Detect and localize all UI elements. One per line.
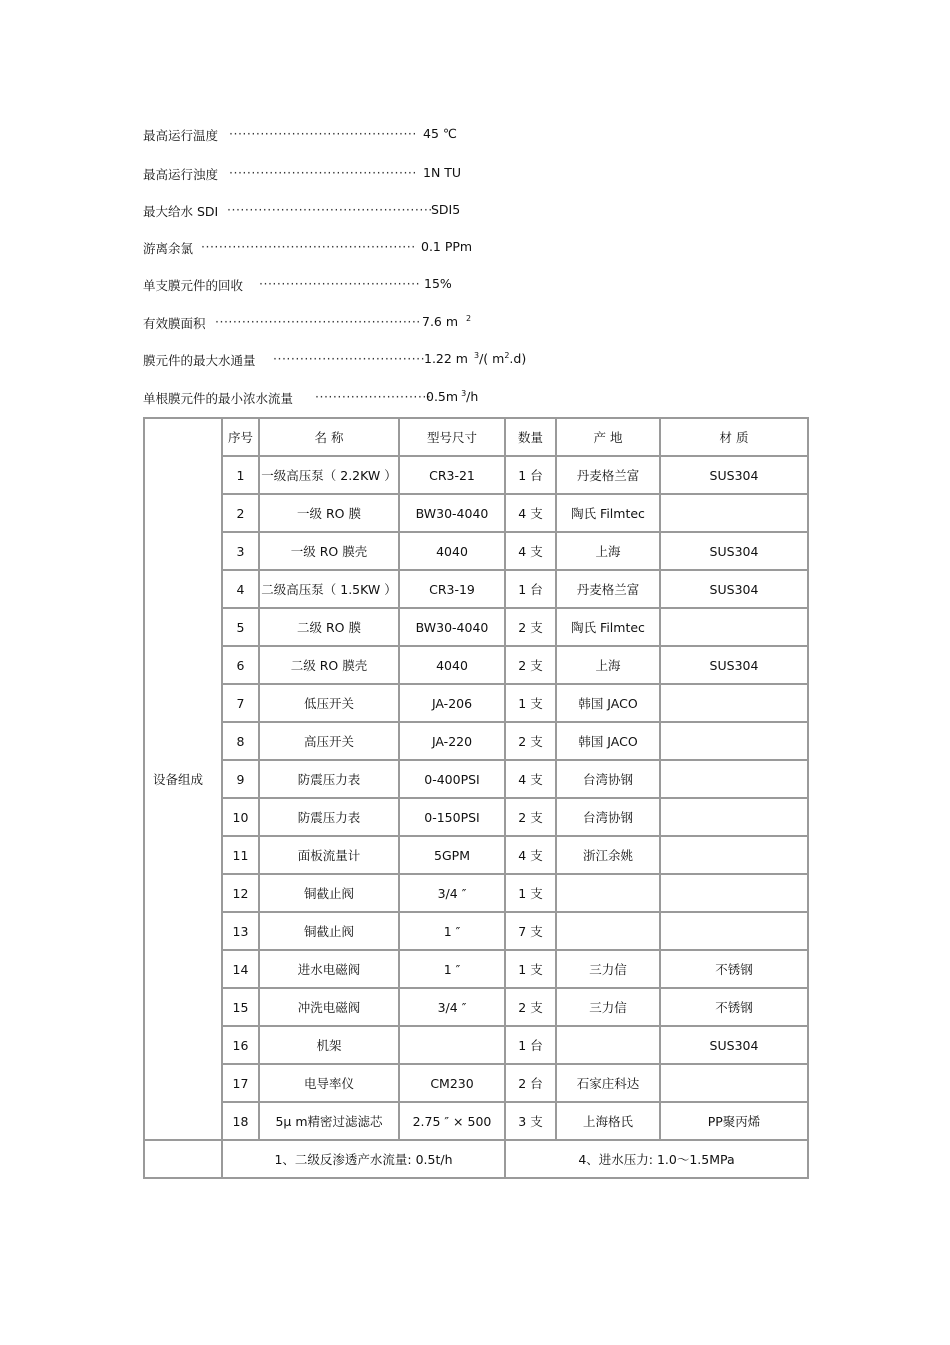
model-size: 5GPM <box>399 836 505 874</box>
table-row <box>144 950 808 988</box>
quantity: 2 支 <box>505 608 556 646</box>
item-name: 铜截止阀 <box>259 874 399 912</box>
row-number: 3 <box>222 532 259 570</box>
row-number: 11 <box>222 836 259 874</box>
table-row <box>144 1102 808 1140</box>
spec-label: 单支膜元件的回收 <box>143 278 244 293</box>
row-number: 15 <box>222 988 259 1026</box>
origin: 韩国 JACO <box>556 684 660 722</box>
origin <box>556 912 660 950</box>
model-size: JA-220 <box>399 722 505 760</box>
material <box>660 684 808 722</box>
model-size: BW30-4040 <box>399 608 505 646</box>
origin: 韩国 JACO <box>556 722 660 760</box>
origin: 台湾协钢 <box>556 760 660 798</box>
column-header: 数量 <box>505 418 556 456</box>
spec-label: 膜元件的最大水通量 <box>143 353 256 368</box>
model-size: 3/4 ″ <box>399 874 505 912</box>
material: SUS304 <box>660 1026 808 1064</box>
table-row <box>144 988 808 1026</box>
table-row <box>144 608 808 646</box>
row-number: 8 <box>222 722 259 760</box>
quantity: 4 支 <box>505 532 556 570</box>
spec-value: 7.6 m $^2$ <box>422 314 472 330</box>
spec-label: 最高运行浊度 <box>143 167 219 182</box>
model-size: 3/4 ″ <box>399 988 505 1026</box>
quantity: 2 支 <box>505 646 556 684</box>
material: PP聚丙烯 <box>660 1102 808 1140</box>
item-name: 防震压力表 <box>259 798 399 836</box>
spec-label: 最高运行温度 <box>143 128 219 143</box>
table-row <box>144 722 808 760</box>
item-name: 电导率仪 <box>259 1064 399 1102</box>
row-number: 13 <box>222 912 259 950</box>
item-name: 二级 RO 膜壳 <box>259 646 399 684</box>
table-row <box>144 912 808 950</box>
material: 不锈钢 <box>660 950 808 988</box>
origin: 上海 <box>556 646 660 684</box>
model-size: 1 ″ <box>399 912 505 950</box>
origin: 陶氏 Filmtec <box>556 494 660 532</box>
material <box>660 836 808 874</box>
table-row <box>144 760 808 798</box>
model-size: CR3-21 <box>399 456 505 494</box>
row-number: 7 <box>222 684 259 722</box>
origin: 丹麦格兰富 <box>556 570 660 608</box>
origin: 台湾协钢 <box>556 798 660 836</box>
item-name: 进水电磁阀 <box>259 950 399 988</box>
item-name: 5μ m精密过滤滤芯 <box>259 1102 399 1140</box>
row-number: 4 <box>222 570 259 608</box>
item-name: 面板流量计 <box>259 836 399 874</box>
quantity: 1 台 <box>505 570 556 608</box>
column-header: 名 称 <box>259 418 399 456</box>
model-size: 4040 <box>399 532 505 570</box>
quantity: 1 支 <box>505 684 556 722</box>
row-number: 9 <box>222 760 259 798</box>
row-number: 17 <box>222 1064 259 1102</box>
quantity: 4 支 <box>505 836 556 874</box>
table-row <box>144 570 808 608</box>
footer-left-note: 1、二级反渗透产水流量: 0.5t/h <box>222 1140 505 1178</box>
item-name: 高压开关 <box>259 722 399 760</box>
quantity: 3 支 <box>505 1102 556 1140</box>
origin <box>556 1026 660 1064</box>
item-name: 铜截止阀 <box>259 912 399 950</box>
item-name: 机架 <box>259 1026 399 1064</box>
quantity: 4 支 <box>505 494 556 532</box>
origin: 上海格氏 <box>556 1102 660 1140</box>
footer-right-note: 4、进水压力: 1.0～1.5MPa <box>505 1140 808 1178</box>
quantity: 1 支 <box>505 950 556 988</box>
material: SUS304 <box>660 532 808 570</box>
spec-value: 1.22 m $^3$/( $m^2.d$) <box>424 351 527 367</box>
group-label: 设备组成 <box>144 418 222 1140</box>
model-size: CM230 <box>399 1064 505 1102</box>
material: SUS304 <box>660 570 808 608</box>
material <box>660 722 808 760</box>
item-name: 一级高压泵（ 2.2KW ） <box>259 456 399 494</box>
table-row <box>144 1064 808 1102</box>
material <box>660 494 808 532</box>
table-row <box>144 1026 808 1064</box>
quantity: 7 支 <box>505 912 556 950</box>
origin: 上海 <box>556 532 660 570</box>
table-row <box>144 684 808 722</box>
item-name: 一级 RO 膜 <box>259 494 399 532</box>
quantity: 2 支 <box>505 988 556 1026</box>
spec-label: 最大给水 SDI <box>143 204 219 219</box>
column-header: 材 质 <box>660 418 808 456</box>
table-header-row <box>144 418 808 456</box>
model-size: BW30-4040 <box>399 494 505 532</box>
row-number: 12 <box>222 874 259 912</box>
model-size <box>399 1026 505 1064</box>
spec-label: 有效膜面积 <box>143 316 206 331</box>
model-size: 1 ″ <box>399 950 505 988</box>
spec-value: 0.1 PPm <box>421 239 473 254</box>
material <box>660 608 808 646</box>
material: SUS304 <box>660 456 808 494</box>
item-name: 二级 RO 膜 <box>259 608 399 646</box>
material <box>660 874 808 912</box>
quantity: 4 支 <box>505 760 556 798</box>
row-number: 14 <box>222 950 259 988</box>
row-number: 16 <box>222 1026 259 1064</box>
model-size: 2.75 ″ × 500 <box>399 1102 505 1140</box>
row-number: 10 <box>222 798 259 836</box>
table-row <box>144 874 808 912</box>
table-row <box>144 456 808 494</box>
quantity: 1 台 <box>505 1026 556 1064</box>
equipment-table <box>143 417 809 1179</box>
spec-value: SDI5 <box>431 202 461 217</box>
model-size: 4040 <box>399 646 505 684</box>
item-name: 冲洗电磁阀 <box>259 988 399 1026</box>
material <box>660 760 808 798</box>
material <box>660 798 808 836</box>
column-header: 型号尺寸 <box>399 418 505 456</box>
origin: 浙江余姚 <box>556 836 660 874</box>
model-size: 0-400PSI <box>399 760 505 798</box>
table-row <box>144 798 808 836</box>
origin: 三力信 <box>556 988 660 1026</box>
table-row <box>144 494 808 532</box>
item-name: 一级 RO 膜壳 <box>259 532 399 570</box>
row-number: 18 <box>222 1102 259 1140</box>
row-number: 5 <box>222 608 259 646</box>
spec-value: 15% <box>424 276 452 291</box>
row-number: 1 <box>222 456 259 494</box>
item-name: 二级高压泵（ 1.5KW ） <box>259 570 399 608</box>
spec-label: 单根膜元件的最小浓水流量 <box>143 391 294 406</box>
origin: 石家庄科达 <box>556 1064 660 1102</box>
origin <box>556 874 660 912</box>
origin: 丹麦格兰富 <box>556 456 660 494</box>
quantity: 2 支 <box>505 798 556 836</box>
spec-value: 0.5m $^3$/h <box>426 389 479 405</box>
row-number: 2 <box>222 494 259 532</box>
table-row <box>144 646 808 684</box>
model-size: JA-206 <box>399 684 505 722</box>
material <box>660 912 808 950</box>
origin: 三力信 <box>556 950 660 988</box>
table-row <box>144 836 808 874</box>
material: 不锈钢 <box>660 988 808 1026</box>
item-name: 防震压力表 <box>259 760 399 798</box>
spec-value: 1N TU <box>423 165 462 180</box>
material <box>660 1064 808 1102</box>
quantity: 1 台 <box>505 456 556 494</box>
origin: 陶氏 Filmtec <box>556 608 660 646</box>
material: SUS304 <box>660 646 808 684</box>
column-header: 序号 <box>222 418 259 456</box>
column-header: 产 地 <box>556 418 660 456</box>
item-name: 低压开关 <box>259 684 399 722</box>
table-row <box>144 532 808 570</box>
row-number: 6 <box>222 646 259 684</box>
spec-label: 游离余氯 <box>143 241 194 256</box>
table-footer-row <box>144 1140 808 1178</box>
quantity: 2 支 <box>505 722 556 760</box>
spec-value: 45 ℃ <box>423 126 457 141</box>
model-size: 0-150PSI <box>399 798 505 836</box>
quantity: 2 台 <box>505 1064 556 1102</box>
model-size: CR3-19 <box>399 570 505 608</box>
quantity: 1 支 <box>505 874 556 912</box>
